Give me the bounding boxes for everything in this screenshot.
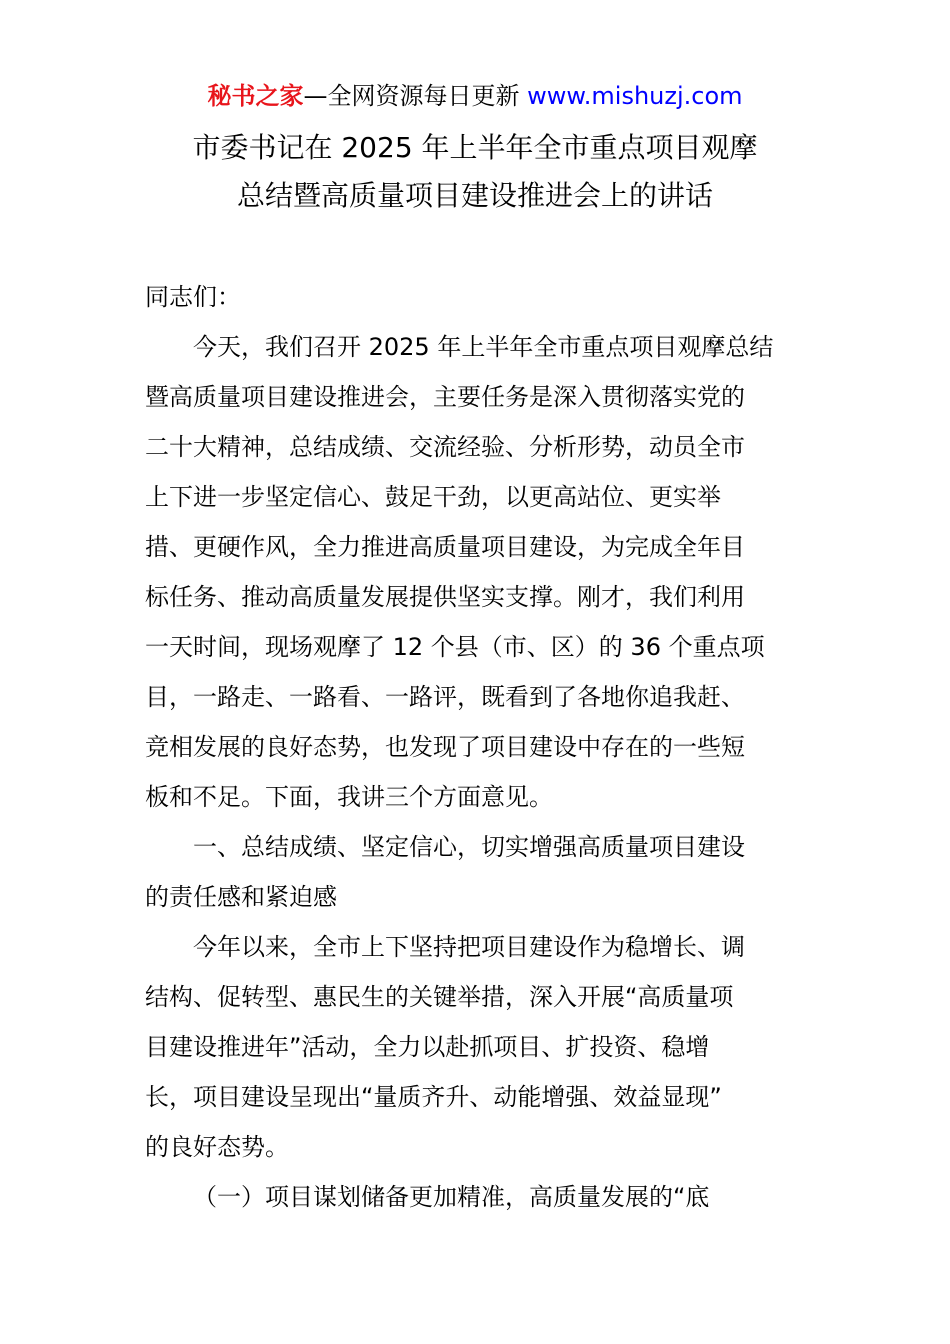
site-slogan: —全网资源每日更新	[303, 82, 528, 110]
paragraph-line: 今天，我们召开 2025 年上半年全市重点项目观摩总结	[193, 333, 774, 361]
site-url-link[interactable]: www.mishuzj.com	[527, 82, 743, 110]
paragraph-line: 二十大精神，总结成绩、交流经验、分析形势，动员全市	[145, 433, 745, 461]
section-heading-line: 的责任感和紧迫感	[145, 883, 337, 911]
paragraph-line: 目，一路走、一路看、一路评，既看到了各地你追我赶、	[145, 683, 745, 711]
document-title-line-2: 总结暨高质量项目建设推进会上的讲话	[236, 179, 713, 212]
site-brand: 秘书之家	[207, 82, 304, 110]
section-heading-line: 一、总结成绩、坚定信心，切实增强高质量项目建设	[193, 833, 745, 861]
paragraph-line: 一天时间，现场观摩了 12 个县（市、区）的 36 个重点项	[145, 633, 765, 661]
paragraph-line: 结构、促转型、惠民生的关键举措，深入开展“高质量项	[145, 983, 734, 1011]
document-title-line-1: 市委书记在 2025 年上半年全市重点项目观摩	[192, 131, 758, 164]
site-header	[0, 80, 950, 112]
paragraph-line: 今年以来，全市上下坚持把项目建设作为稳增长、调	[193, 933, 745, 961]
subsection-heading-line: （一）项目谋划储备更加精准，高质量发展的“底	[193, 1183, 710, 1211]
paragraph-line: 板和不足。下面，我讲三个方面意见。	[145, 783, 553, 811]
paragraph-line: 上下进一步坚定信心、鼓足干劲，以更高站位、更实举	[145, 483, 721, 511]
paragraph-line: 的良好态势。	[145, 1133, 289, 1161]
paragraph-line: 标任务、推动高质量发展提供坚实支撑。刚才，我们利用	[145, 583, 745, 611]
salutation: 同志们：	[145, 283, 241, 311]
paragraph-line: 暨高质量项目建设推进会，主要任务是深入贯彻落实党的	[145, 383, 745, 411]
paragraph-line: 竞相发展的良好态势，也发现了项目建设中存在的一些短	[145, 733, 745, 761]
paragraph-line: 措、更硬作风，全力推进高质量项目建设，为完成全年目	[145, 533, 745, 561]
paragraph-line: 长，项目建设呈现出“量质齐升、动能增强、效益显现”	[145, 1083, 722, 1111]
paragraph-line: 目建设推进年”活动，全力以赴抓项目、扩投资、稳增	[145, 1033, 710, 1061]
